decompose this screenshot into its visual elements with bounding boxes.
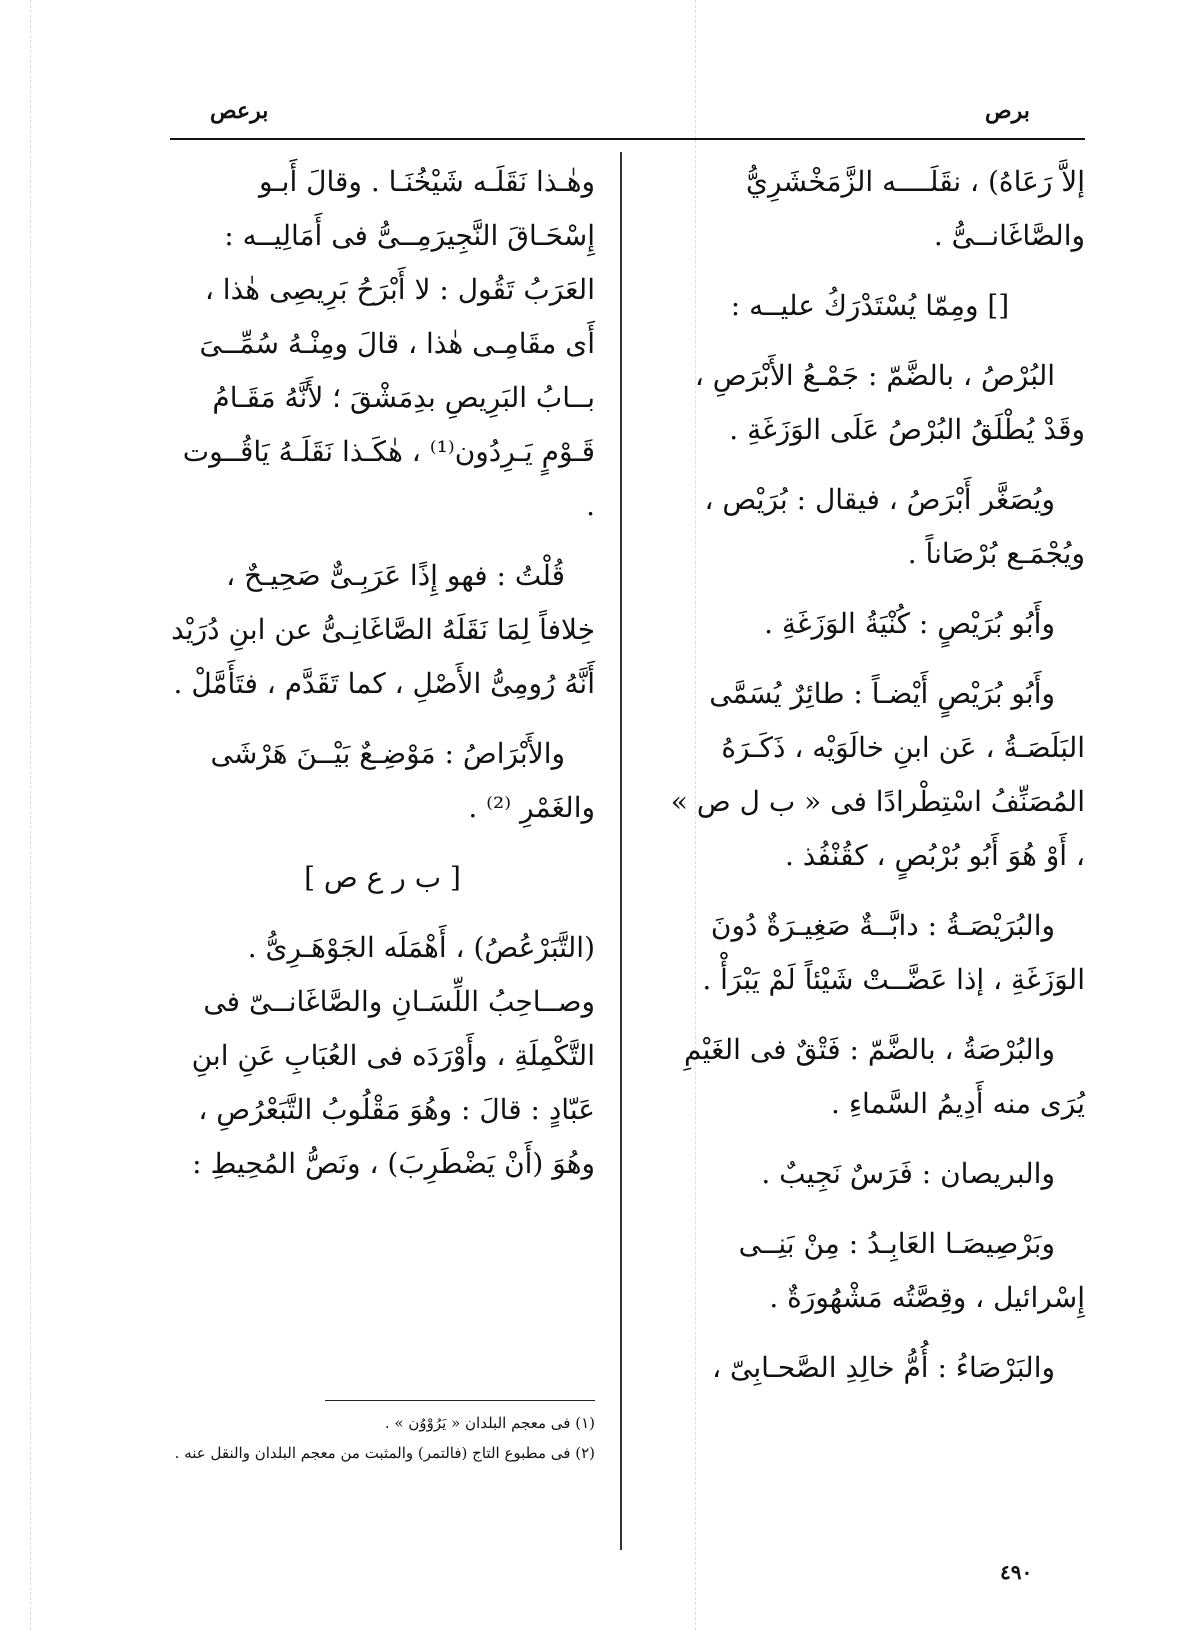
paragraph: وبَرْصِيصَـا العَابِـدُ : مِنْ بَنِــى إِسْرائيل ، وقِصَّتُه مَشْهُورَةٌ .: [738, 1227, 1085, 1314]
paragraph: وأَبُو بُرَيْصٍ أَيْضـاً : طائِرٌ يُسَمَّى البَلَصَـةُ ، عَن ابنِ خالَوَيْه ، ذَكَـرَهُ المُصَنِّفُ اسْتِطْرادًا فى « ب ل ص » ، أَوْ هُوَ أَبُو بُرْبُصٍ ، كقُنْفُذ .: [670, 677, 1085, 872]
right-column: [655, 155, 1085, 1411]
paragraph: (التَّبَرْعُصُ) ، أَهْمَلَه الجَوْهَـرِىُّ . وصــاحِبُ اللِّسَـانِ والصَّاغَانــىّ فى التَّكْمِلَةِ ، وأَوْرَدَه فى العُبَابِ عَنِ ابنِ عَبّادٍ : قالَ : وهُوَ مَقْلُوبُ التَّبَعْرُصِ ، وهُوَ (أَنْ يَضْطَرِبَ) ، ونَصُّ المُحِيطِ :: [191, 931, 595, 1180]
footnote-1: (١) فى معجم البلدان « يَرُوْوُن » .: [384, 1414, 595, 1432]
page-number: ٤٩٠: [1000, 1560, 1033, 1584]
left-column: [170, 155, 595, 1207]
footnote-rule: [325, 1400, 595, 1401]
footnote-2: (٢) فى مطبوع التاج (فالتمر) والمثبت من معجم البلدان والنقل عنه .: [174, 1444, 595, 1462]
paragraph: والبُرْصَةُ ، بالضَّمّ : فَتْقٌ فى الغَيْمِ يُرَى منه أَدِيمُ السَّماءِ .: [684, 1033, 1085, 1120]
running-header-right: برص: [985, 98, 1030, 124]
paragraph: البُرْصُ ، بالضَّمّ : جَمْـعُ الأَبْرَصِ ، وقَدْ يُطْلَقُ البُرْصُ عَلَى الوَزَغَةِ .: [694, 359, 1085, 446]
column-divider: [620, 152, 622, 1550]
entry-heading: [ ب ر ع ص ]: [304, 861, 461, 894]
paragraph: ويُصَغَّر أَبْرَصُ ، فيقال : بُرَيْص ، ويُجْمَـع بُرْصَاناً .: [704, 483, 1085, 570]
paragraph: والبُرَيْصَـةُ : دابَّــةٌ صَغِيـرَةٌ دُونَ الوَزَغَةِ ، إذا عَضَّــتْ شَيْئاً لَمْ يَبْرَأْ .: [702, 909, 1085, 996]
paragraph: والبَرْصَاءُ : أُمُّ خالِدِ الصَّحـابِىّ ،: [712, 1351, 1055, 1384]
paragraph: وهٰـذا نَقَلَـه شَيْخُنَـا . وقالَ أَبـو إِسْحَـاقَ النَّجِيرَمِــىُّ فى أَمَالِيــه : العَرَبُ تَقُول : لا أَبْرَحُ بَرِيصِى هٰذا ، أَى مقَامِـى هٰذا ، قالَ ومِنْـهُ سُمِّــىَ بــابُ البَرِيصِ بدِمَشْقَ ؛ لأَنَّهُ مَقَـامُ قَـوْمٍ يَـرِدُون⁽¹⁾ ، هٰكَـذا نَقَلَـهُ يَاقُــوت .: [182, 165, 595, 522]
scan-margin-mark: [30, 0, 31, 1630]
paragraph: والبريصان : فَرَسٌ نَجِيبٌ .: [761, 1157, 1055, 1190]
paragraph: قُلْتُ : فهو إِذًا عَرَبِـىٌّ صَحِيـحٌ ، خِلافاً لِمَا نَقَلَهُ الصَّاغَانِـىُّ عن ابنِ دُرَيْد أَنَّهُ رُومِىُّ الأَصْلِ ، كما تَقَدَّم ، فتَأَمَّلْ .: [171, 559, 595, 700]
running-header-left: برعص: [210, 98, 269, 124]
paragraph: والأَبْرَاصُ : مَوْضِـعٌ بَيْــنَ هَرْشَى والغَمْرِ ⁽²⁾ .: [210, 737, 595, 824]
paragraph: وأَبُو بُرَيْصٍ : كُنْيَةُ الوَزَغَةِ .: [764, 607, 1055, 640]
section-marker-mustadrak: [] ومِمّا يُسْتَدْرَكُ عليــه :: [730, 289, 1010, 322]
header-rule: [170, 138, 1085, 140]
paragraph: إلاَّ رَعَاهُ) ، نقَلَــــه الزَّمَخْشَرِيُّ والصَّاغَانــىُّ .: [746, 165, 1085, 252]
